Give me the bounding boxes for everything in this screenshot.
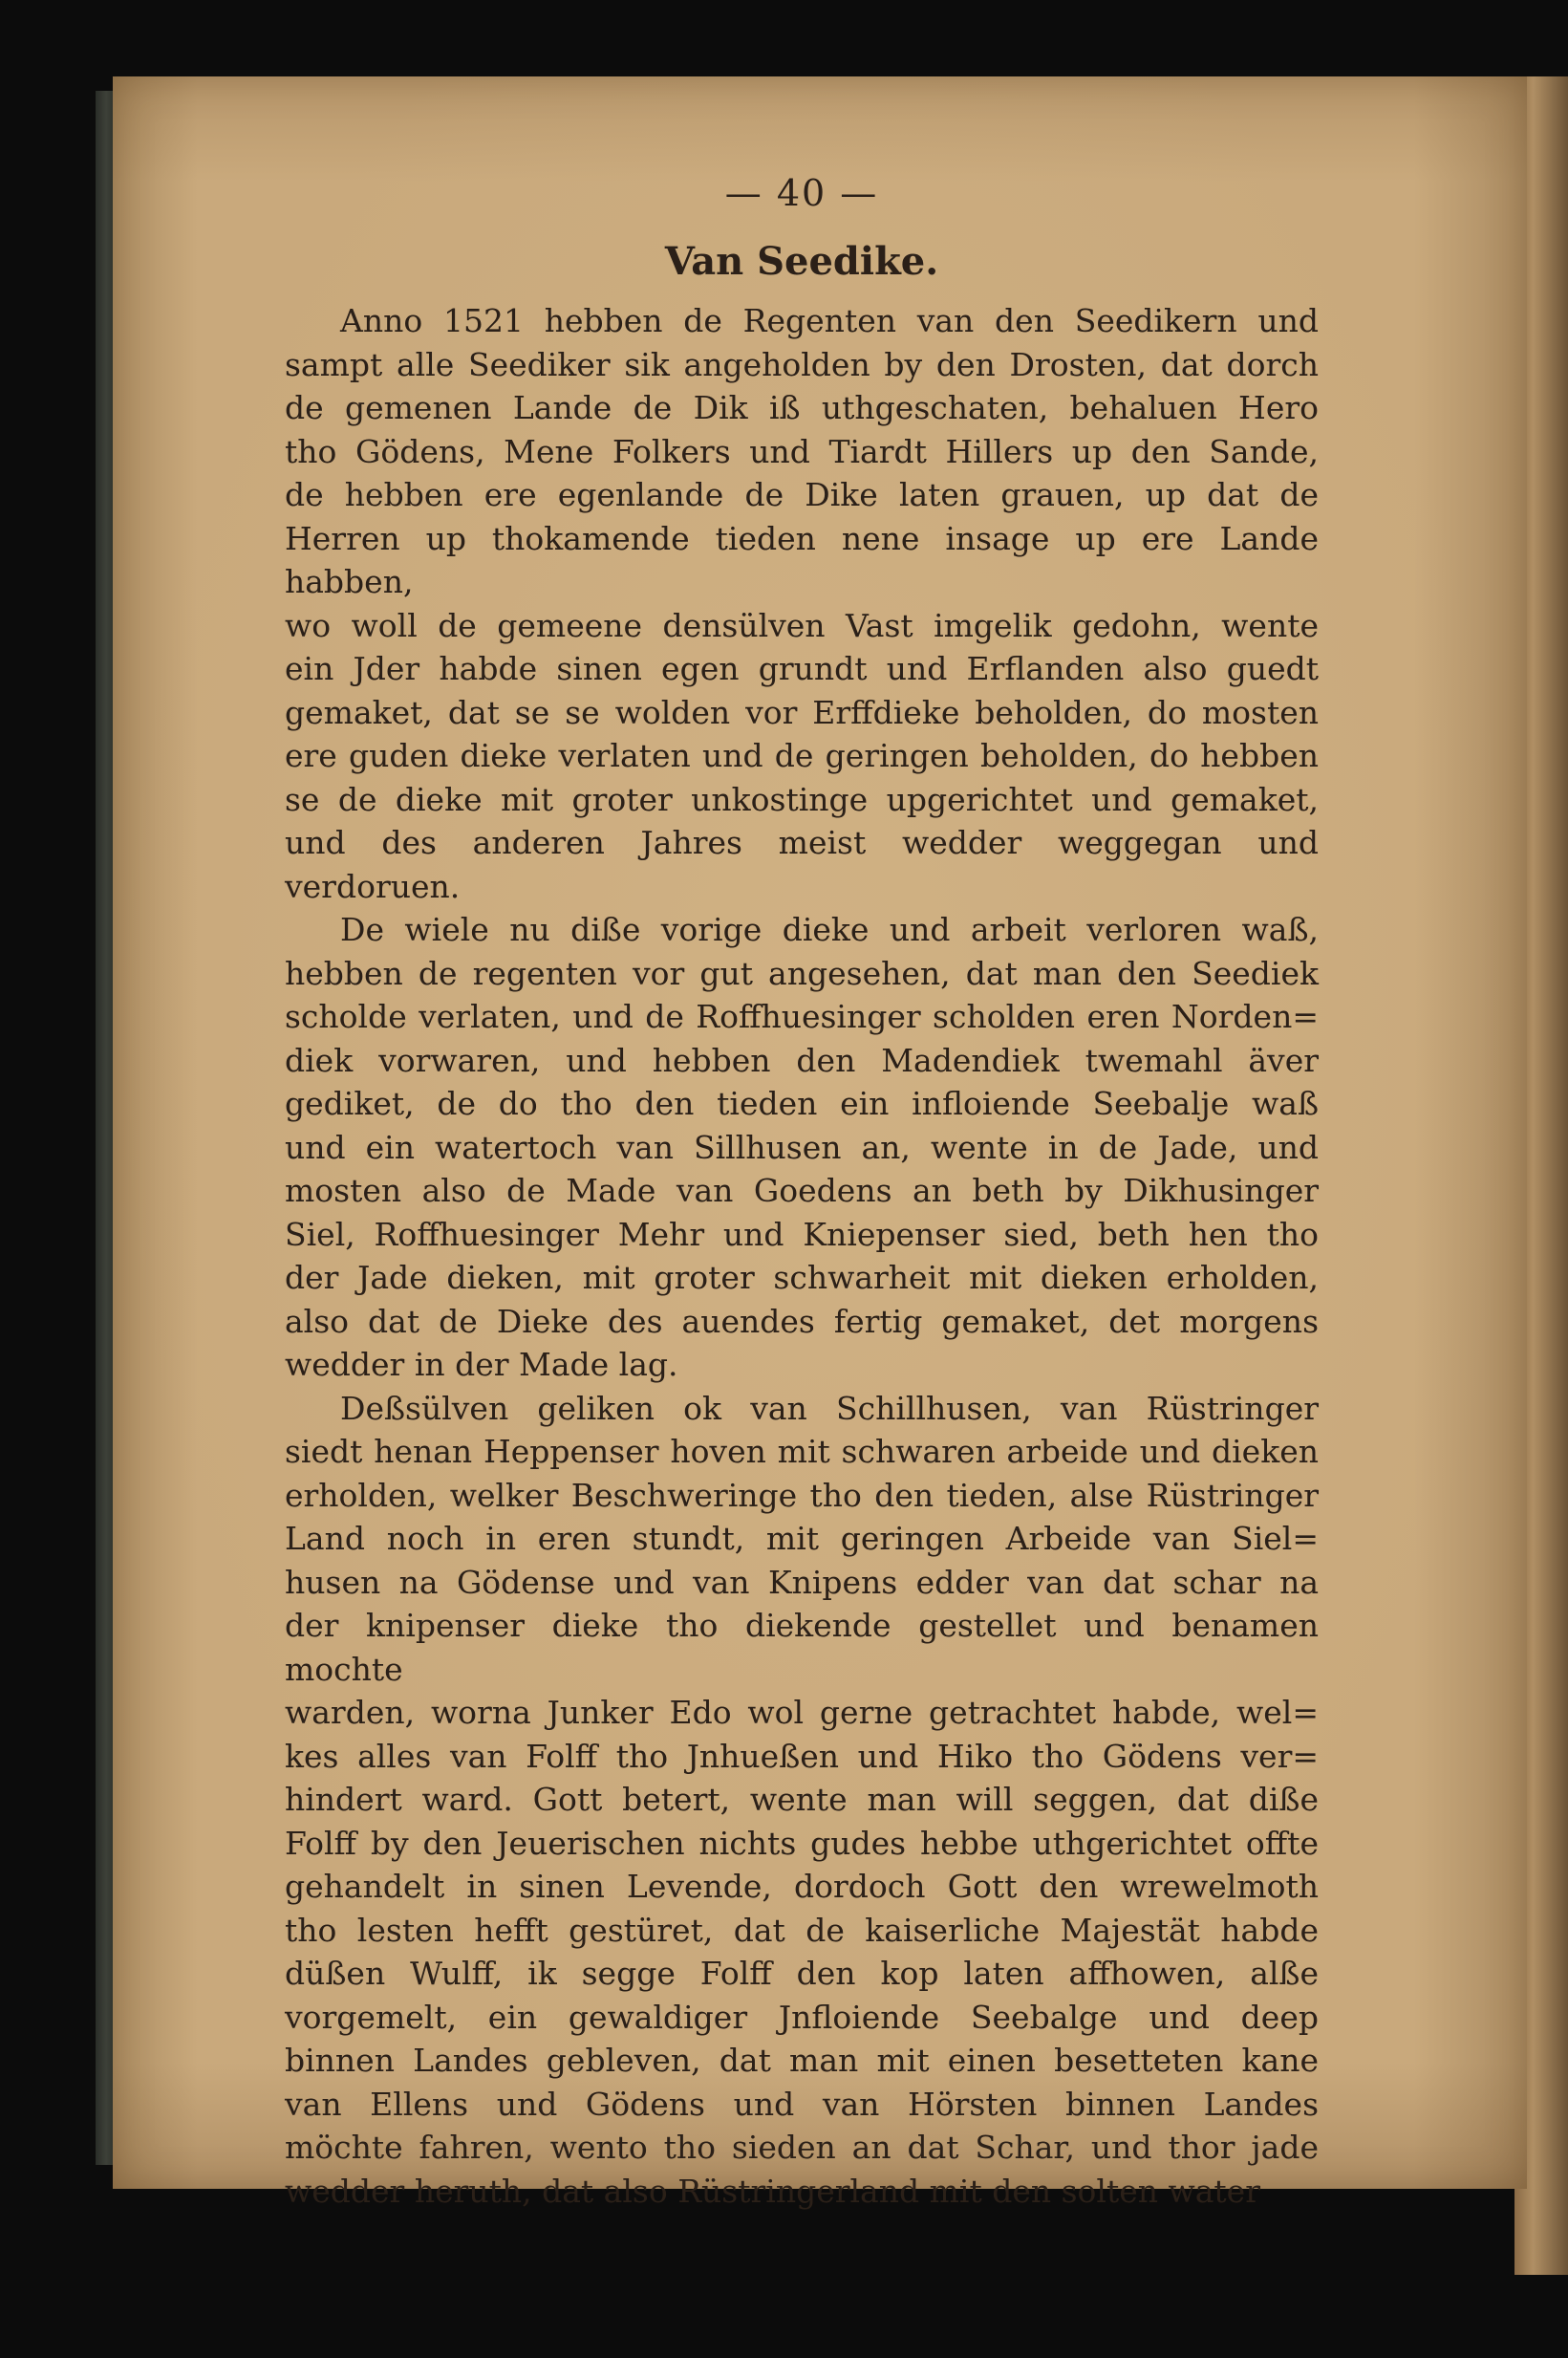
text-line: de hebben ere egenlande de Dike laten grauen, up dat de xyxy=(285,476,1319,513)
text-line: hebben de regenten vor gut angesehen, dat man den Seediek xyxy=(285,954,1319,992)
text-line: der Jade dieken, mit groter schwarheit mit dieken erholden, xyxy=(285,1259,1319,1296)
text-line: scholde verlaten, und de Roffhuesinger scholden eren Norden= xyxy=(285,998,1319,1035)
text-line: möchte fahren, wento tho sieden an dat Schar, und thor jade xyxy=(285,2129,1319,2166)
text-line: ere guden dieke verlaten und de geringen beholden, do hebben xyxy=(285,737,1319,774)
text-line: Siel, Roffhuesinger Mehr und Kniepenser sied, beth hen tho xyxy=(285,1215,1319,1253)
paragraph xyxy=(285,299,1319,908)
text-line: also dat de Dieke des auendes fertig gemaket, det morgens xyxy=(285,1302,1319,1340)
text-line: Folff by den Jeuerischen nichts gudes hebbe uthgerichtet offte xyxy=(285,1824,1319,1862)
text-line: wedder heruth, dat also Rüstringerland mit den solten water xyxy=(285,2172,1260,2210)
paragraph xyxy=(285,1387,1319,2214)
text-line: tho lesten hefft gestüret, dat de kaiserliche Majestät habde xyxy=(285,1911,1319,1949)
text-line: siedt henan Heppenser hoven mit schwaren arbeide und dieken xyxy=(285,1433,1319,1470)
text-line: Anno 1521 hebben de Regenten van den Seedikern und xyxy=(340,302,1319,339)
text-line: De wiele nu dißе vorige dieke und arbeit verloren waß, xyxy=(340,911,1319,948)
text-line: Deßsülven geliken ok van Schillhusen, van Rüstringer xyxy=(340,1389,1319,1427)
text-line: van Ellens und Gödens und van Hörsten binnen Landes xyxy=(285,2085,1319,2123)
paragraph xyxy=(285,908,1319,1387)
text-line: und ein watertoch van Sillhusen an, wente in de Jade, und xyxy=(285,1128,1319,1166)
text-line: se de dieke mit groter unkostinge upgerichtet und gemaket, xyxy=(285,780,1319,818)
text-line: mosten also de Made van Goedens an beth by Dikhusinger xyxy=(285,1172,1319,1209)
text-line: Herren up thokamende tieden nene insage up ere Lande habben, xyxy=(285,519,1319,600)
text-line: wedder in der Made lag. xyxy=(285,1346,678,1383)
text-line: sampt alle Seediker sik angeholden by den Drosten, dat dorch xyxy=(285,345,1319,383)
text-line: erholden, welker Beschweringe tho den tieden, alse Rüstringer xyxy=(285,1476,1319,1514)
text-line: gediket, de do tho den tieden ein infloiende Seebalje waß xyxy=(285,1085,1319,1122)
text-line: Land noch in eren stundt, mit geringen Arbeide van Siel= xyxy=(285,1520,1319,1557)
text-line: der knipenser dieke tho diekende gestellet und benamen mochte xyxy=(285,1607,1319,1688)
text-line: hindert ward. Gott betert, wente man will seggen, dat diße xyxy=(285,1781,1319,1818)
text-line: düßen Wulff, ik segge Folff den kop laten affhowen, alße xyxy=(285,1955,1319,1992)
page-text xyxy=(285,172,1319,2213)
text-line: wo woll de gemeene densülven Vast imgelik gedohn, wente xyxy=(285,606,1319,644)
section-title: Van Seedike. xyxy=(664,239,939,284)
text-line: ein Jder habde sinen egen grundt und Erflanden also guedt xyxy=(285,650,1319,687)
text-line: diek vorwaren, und hebben den Madendiek twemahl äver xyxy=(285,1041,1319,1079)
text-line: de gemenen Lande de Dik iß uthgeschaten, behaluen Hero xyxy=(285,389,1319,426)
body-text xyxy=(285,299,1319,2213)
text-line: gehandelt in sinen Levende, dordoch Gott den wrewelmoth xyxy=(285,1868,1319,1905)
text-line: vorgemelt, ein gewaldiger Jnfloiende Seebalge und deep xyxy=(285,1998,1319,2036)
text-line: binnen Landes gebleven, dat man mit einen besetteten kane xyxy=(285,2042,1319,2079)
text-line: und des anderen Jahres meist wedder weggegan und verdoruen. xyxy=(285,824,1319,905)
text-line: tho Gödens, Mene Folkers und Tiardt Hillers up den Sande, xyxy=(285,432,1319,470)
text-line: kes alles van Folff tho Jnhueßen und Hiko tho Gödens ver= xyxy=(285,1737,1319,1775)
text-line: husen na Gödense und van Knipens edder van dat schar na xyxy=(285,1563,1319,1601)
page-number: — 40 — xyxy=(724,172,879,214)
text-line: warden, worna Junker Edo wol gerne getrachtet habde, wel= xyxy=(285,1694,1319,1731)
text-line: gemaket, dat se se wolden vor Erffdieke beholden, do mosten xyxy=(285,693,1319,731)
